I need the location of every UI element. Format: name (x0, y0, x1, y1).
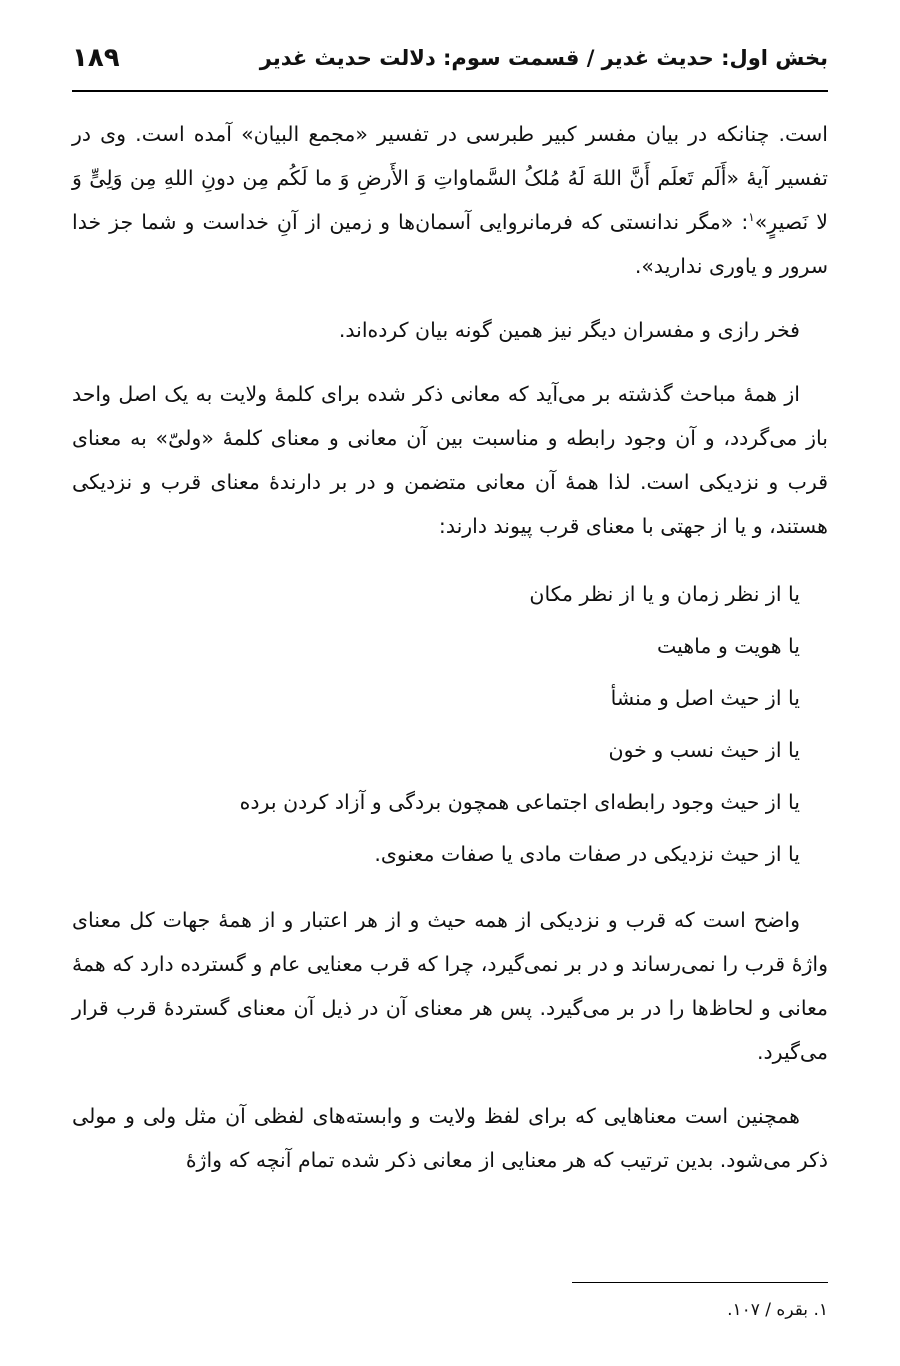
list-item: یا از نظر زمان و یا از نظر مکان (529, 582, 800, 606)
footnote: ۱. بقره / ۱۰۷. (727, 1300, 828, 1320)
running-head (72, 38, 828, 78)
proximity-list (72, 568, 828, 880)
body-text (72, 112, 828, 1202)
paragraph-1-text-b: : «مگر ندانستی که فرمانروایی آسمان‌ها و زمین از آنِ خداست و شما جز خدا سرور و یاوری ندارید». (72, 210, 828, 278)
paragraph-3: از همهٔ مباحث گذشته بر می‌آید که معانی ذکر شده برای کلمهٔ ولایت به یک اصل واحد باز می‌گردد، و آن وجود رابطه و مناسبت بین آن معانی و معنای کلمهٔ «ولیّ» به معنای قرب و نزدیکی است. لذا همهٔ آن معانی متضمن و در بر دارندهٔ معنای قرب و نزدیکی هستند، و یا از جهتی با معنای قرب پیوند دارند: (72, 382, 828, 538)
list-item: یا هویت و ماهیت (657, 634, 800, 658)
running-title: بخش اول: حدیث غدیر / قسمت سوم: دلالت حدیث غدیر (259, 46, 828, 70)
paragraph-4: واضح است که قرب و نزدیکی از همه حیث و از هر اعتبار و از همهٔ جهات کل معنای واژهٔ قرب را نمی‌رساند و در بر نمی‌گیرد، چرا که قرب معنایی عام و گسترده دارد که همهٔ معانی و لحاظ‌ها را در بر می‌گیرد. پس هر معنای آن در ذیل آن معنای گستردهٔ قرب قرار می‌گیرد. (72, 908, 828, 1064)
header-rule (72, 90, 828, 92)
list-item: یا از حیث اصل و منشأ (610, 686, 800, 710)
footnote-marker: ۱ (748, 210, 755, 225)
page-number: ۱۸۹ (72, 43, 120, 73)
paragraph-5: همچنین است معناهایی که برای لفظ ولایت و وابسته‌های لفظی آن مثل ولی و مولی ذکر می‌شود. بدین ترتیب که هر معنایی از معانی ذکر شده تمام آنچه که واژهٔ (72, 1104, 828, 1172)
footnote-rule (572, 1282, 828, 1283)
list-item: یا از حیث وجود رابطه‌ای اجتماعی همچون بردگی و آزاد کردن برده (239, 790, 800, 814)
paragraph-2: فخر رازی و مفسران دیگر نیز همین گونه بیان کرده‌اند. (338, 318, 800, 342)
paragraph-1-text-a: است. چنانکه در بیان مفسر کبیر طبرسی در تفسیر «مجمع البیان» آمده است. وی در تفسیر آیهٔ «أَلَم تَعلَم أَنَّ اللهَ لَهُ مُلکُ السَّماواتِ وَ الأَرضِ وَ ما لَکُم مِن دونِ اللهِ مِن وَلِیٍّ وَ لا نَصیرٍ» (72, 122, 828, 234)
list-item: یا از حیث نسب و خون (608, 738, 800, 762)
paragraph-1 (72, 112, 828, 288)
list-item: یا از حیث نزدیکی در صفات مادی یا صفات معنوی. (374, 842, 800, 866)
